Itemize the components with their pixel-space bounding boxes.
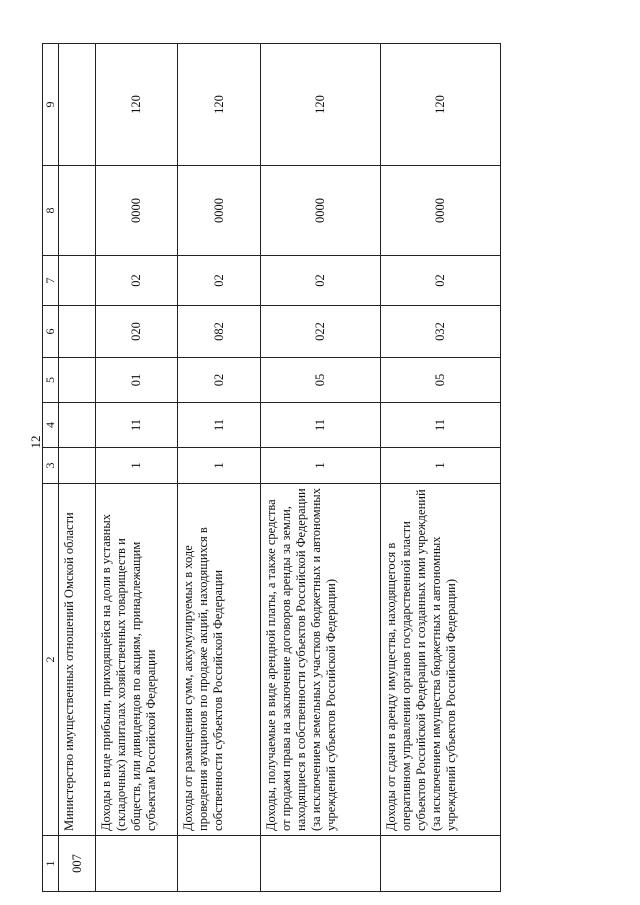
- cell-c7: 02: [381, 256, 501, 306]
- cell-c6: 022: [261, 306, 381, 358]
- cell-c3: 1: [96, 448, 178, 484]
- cell-c4: 11: [381, 403, 501, 448]
- cell-c7: 02: [178, 256, 261, 306]
- table-row: [178, 44, 261, 892]
- column-header: 2: [43, 484, 59, 836]
- cell-c5: 02: [178, 358, 261, 403]
- page-number: 12: [28, 435, 43, 449]
- column-header: 4: [43, 403, 59, 448]
- cell-c9: 120: [381, 44, 501, 166]
- section-code: 007: [59, 836, 96, 892]
- cell-c8: 0000: [178, 166, 261, 256]
- cell-c8: 0000: [261, 166, 381, 256]
- table-row: [261, 44, 381, 892]
- column-header: 1: [43, 836, 59, 892]
- column-header: 8: [43, 166, 59, 256]
- cell-c3: 1: [261, 448, 381, 484]
- cell-c9: 120: [96, 44, 178, 166]
- column-number-row: [43, 44, 59, 892]
- table-row: [381, 44, 501, 892]
- cell-c4: 11: [178, 403, 261, 448]
- row-description: Доходы в виде прибыли, приходящейся на доли в уставных (складочных) капиталах хозяйственных товариществ и обществ, или дивидендов по акциям, принадлежащим субъектам Российской Федерации: [96, 484, 178, 836]
- cell-c8: 0000: [96, 166, 178, 256]
- section-title: Министерство имущественных отношений Омской области: [59, 484, 96, 836]
- revenue-codes-table: [42, 43, 501, 892]
- row-description: Доходы от размещения сумм, аккумулируемых в ходе проведения аукционов по продаже акций, находящихся в собственности субъектов Российской Федерации: [178, 484, 261, 836]
- cell-c7: 02: [96, 256, 178, 306]
- cell-c7: 02: [261, 256, 381, 306]
- cell-c3: 1: [178, 448, 261, 484]
- column-header: 3: [43, 448, 59, 484]
- rotated-sheet: [42, 44, 607, 892]
- row-description: Доходы от сдачи в аренду имущества, находящегося в оперативном управлении органов государственной власти субъектов Российской Федерации и созданных ими учреждений (за исключением имущества бюджетных и автономных учреждений субъектов Российской Федерации): [381, 484, 501, 836]
- column-header: 5: [43, 358, 59, 403]
- cell-c9: 120: [261, 44, 381, 166]
- cell-c4: 11: [261, 403, 381, 448]
- table-row: [96, 44, 178, 892]
- column-header: 6: [43, 306, 59, 358]
- column-header: 7: [43, 256, 59, 306]
- cell-c6: 020: [96, 306, 178, 358]
- column-header: 9: [43, 44, 59, 166]
- cell-c3: 1: [381, 448, 501, 484]
- cell-c6: 032: [381, 306, 501, 358]
- cell-c9: 120: [178, 44, 261, 166]
- cell-c5: 05: [261, 358, 381, 403]
- row-description: Доходы, получаемые в виде арендной платы, а также средства от продажи права на заключение договоров аренды за земли, находящиеся в собственности субъектов Российской Федерации (за исключением земельных участков бюджетных и автономных учреждений субъектов Российской Федерации): [261, 484, 381, 836]
- section-row: [59, 44, 96, 892]
- cell-c5: 01: [96, 358, 178, 403]
- cell-c6: 082: [178, 306, 261, 358]
- cell-c4: 11: [96, 403, 178, 448]
- cell-c5: 05: [381, 358, 501, 403]
- cell-c8: 0000: [381, 166, 501, 256]
